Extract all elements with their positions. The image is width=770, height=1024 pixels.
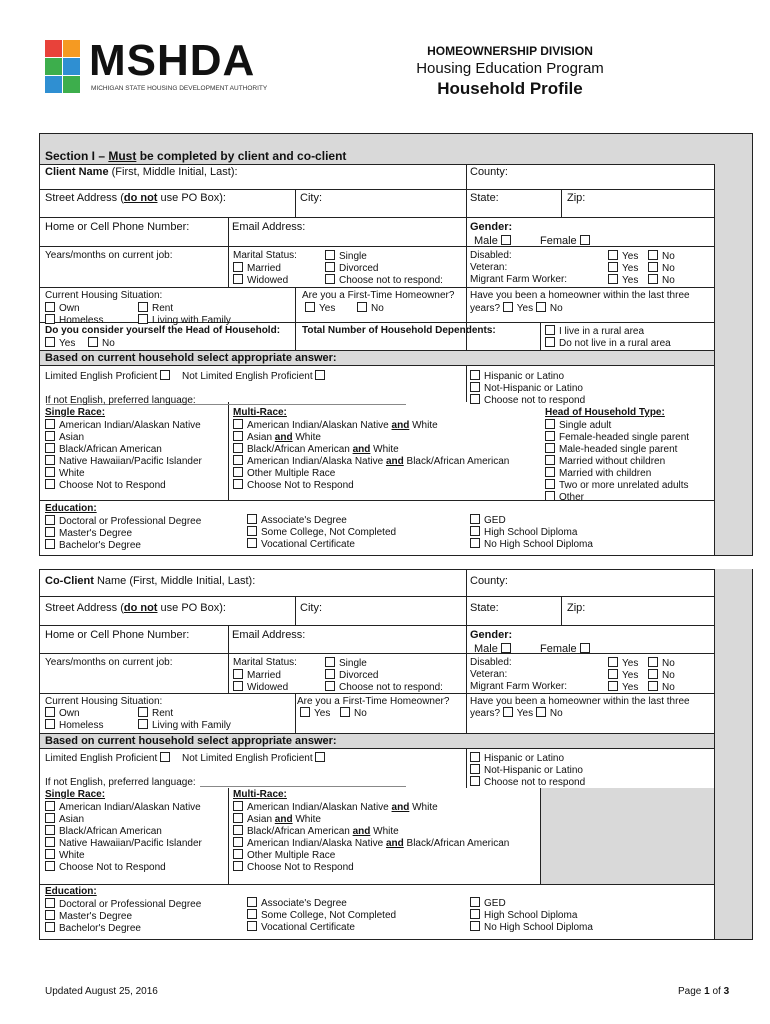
city-field[interactable]: City:	[300, 192, 322, 204]
mr-4[interactable]: Other Multiple Race	[233, 467, 335, 480]
page-title: Household Profile	[437, 79, 583, 98]
checkbox[interactable]	[45, 898, 55, 908]
street-address-field[interactable]: Street Address (do not use PO Box):	[45, 192, 226, 204]
checkbox[interactable]	[470, 382, 480, 392]
co-county-field[interactable]: County:	[470, 575, 508, 587]
edu-no-hs[interactable]: No High School Diploma	[470, 538, 593, 551]
co-disabled-yes[interactable]: Yes	[608, 657, 638, 670]
checkbox[interactable]	[138, 314, 148, 324]
checkbox[interactable]	[138, 719, 148, 729]
checkbox[interactable]	[45, 825, 55, 835]
checkbox[interactable]	[470, 394, 480, 404]
logo-tile-blue	[63, 58, 80, 75]
checkbox[interactable]	[45, 467, 55, 477]
updated-date: Updated August 25, 2016	[45, 986, 158, 997]
veteran-no[interactable]: No	[648, 262, 675, 275]
checkbox[interactable]	[470, 526, 480, 536]
checkbox[interactable]	[233, 801, 243, 811]
first-time-yes[interactable]: Yes	[305, 302, 335, 315]
client-name-field[interactable]: Client Name (First, Middle Initial, Last):	[45, 166, 238, 178]
head-no[interactable]: No	[88, 337, 115, 350]
checkbox[interactable]	[325, 669, 335, 679]
co-sr-1[interactable]: Asian	[45, 813, 84, 826]
hoh-type-label: Head of Household Type:	[545, 407, 665, 418]
co-sr-5[interactable]: Choose Not to Respond	[45, 861, 166, 874]
checkbox[interactable]	[45, 539, 55, 549]
co-email-field[interactable]: Email Address:	[232, 629, 306, 641]
checkbox[interactable]	[45, 707, 55, 717]
checkbox[interactable]	[300, 707, 310, 717]
checkbox[interactable]	[545, 491, 555, 501]
checkbox[interactable]	[45, 337, 55, 347]
checkbox[interactable]	[45, 719, 55, 729]
co-marital-status-label: Marital Status:	[233, 657, 297, 668]
co-lep-option[interactable]: Limited English Proficient	[45, 752, 174, 765]
co-veteran-label: Veteran:	[470, 669, 508, 680]
checkbox[interactable]	[45, 849, 55, 859]
edu-doctoral[interactable]: Doctoral or Professional Degree	[45, 515, 201, 528]
co-marital-choose-not[interactable]: Choose not to respond:	[325, 681, 443, 694]
checkbox[interactable]	[45, 314, 55, 324]
co-education-label: Education:	[45, 886, 97, 897]
checkbox[interactable]	[305, 302, 315, 312]
co-first-time-no[interactable]: No	[340, 707, 367, 720]
checkbox[interactable]	[470, 752, 480, 762]
checkbox[interactable]	[233, 443, 243, 453]
co-marital-divorced[interactable]: Divorced	[325, 669, 378, 682]
checkbox[interactable]	[233, 419, 243, 429]
co-multi-race-label: Multi-Race:	[233, 789, 287, 800]
homeowner-question-1: Have you been a homeowner within the last three	[470, 290, 690, 301]
checkbox[interactable]	[233, 837, 243, 847]
edu-hs-diploma[interactable]: High School Diploma	[470, 526, 577, 539]
not-lep-option[interactable]: Not Limited English Proficient	[182, 370, 329, 383]
co-gender-male[interactable]: Male	[474, 643, 515, 656]
co-gender-female[interactable]: Female	[540, 643, 594, 656]
checkbox[interactable]	[45, 515, 55, 525]
rural-yes[interactable]: I live in a rural area	[545, 325, 644, 338]
checkbox[interactable]	[501, 643, 511, 653]
checkbox[interactable]	[45, 922, 55, 932]
checkbox[interactable]	[247, 514, 257, 524]
co-edu-masters[interactable]: Master's Degree	[45, 910, 132, 923]
checkbox[interactable]	[247, 897, 257, 907]
checkbox[interactable]	[233, 479, 243, 489]
division-title: HOMEOWNERSHIP DIVISION	[427, 44, 593, 58]
gender-female[interactable]: Female	[540, 235, 594, 248]
co-disabled-no[interactable]: No	[648, 657, 675, 670]
checkbox[interactable]	[45, 443, 55, 453]
hoh-2[interactable]: Male-headed single parent	[545, 443, 677, 456]
checkbox[interactable]	[608, 250, 618, 260]
co-mr-4[interactable]: Other Multiple Race	[233, 849, 335, 862]
co-edu-vocational[interactable]: Vocational Certificate	[247, 921, 355, 934]
checkbox[interactable]	[536, 302, 546, 312]
logo-subtitle: MICHIGAN STATE HOUSING DEVELOPMENT AUTHORITY	[91, 85, 268, 92]
co-street-address-field[interactable]: Street Address (do not use PO Box):	[45, 602, 226, 614]
edu-some-college[interactable]: Some College, Not Completed	[247, 526, 396, 539]
co-edu-some-college[interactable]: Some College, Not Completed	[247, 909, 396, 922]
sr-0[interactable]: American Indian/Alaskan Native	[45, 419, 201, 432]
checkbox[interactable]	[45, 837, 55, 847]
county-field[interactable]: County:	[470, 166, 508, 178]
housing-living-family[interactable]: Living with Family	[138, 314, 231, 327]
co-mr-1[interactable]: Asian and White	[233, 813, 321, 826]
edu-vocational[interactable]: Vocational Certificate	[247, 538, 355, 551]
checkbox[interactable]	[357, 302, 367, 312]
hoh-6[interactable]: Other	[545, 491, 584, 504]
checkbox[interactable]	[503, 302, 513, 312]
co-edu-hs-diploma[interactable]: High School Diploma	[470, 909, 577, 922]
checkbox[interactable]	[247, 526, 257, 536]
checkbox[interactable]	[45, 910, 55, 920]
marital-status-label: Marital Status:	[233, 250, 297, 261]
checkbox[interactable]	[545, 431, 555, 441]
checkbox[interactable]	[545, 325, 555, 335]
housing-own[interactable]: Own	[45, 302, 80, 315]
email-field[interactable]: Email Address:	[232, 221, 306, 233]
checkbox[interactable]	[608, 657, 618, 667]
co-zip-field[interactable]: Zip:	[567, 602, 586, 614]
co-housing-rent[interactable]: Rent	[138, 707, 173, 720]
checkbox[interactable]	[340, 707, 350, 717]
co-sr-2[interactable]: Black/African American	[45, 825, 162, 838]
sr-4[interactable]: White	[45, 467, 85, 480]
hoh-0[interactable]: Single adult	[545, 419, 611, 432]
sr-3[interactable]: Native Hawaiian/Pacific Islander	[45, 455, 202, 468]
checkbox[interactable]	[45, 801, 55, 811]
hoh-3[interactable]: Married without children	[545, 455, 665, 468]
homeowner-question-2: years? Yes No	[470, 303, 563, 314]
state-field[interactable]: State:	[470, 192, 499, 204]
marital-choose-not[interactable]: Choose not to respond:	[325, 274, 443, 287]
co-years-on-job-field[interactable]: Years/months on current job:	[45, 657, 173, 668]
housing-rent[interactable]: Rent	[138, 302, 173, 315]
checkbox[interactable]	[233, 813, 243, 823]
co-edu-no-hs[interactable]: No High School Diploma	[470, 921, 593, 934]
co-homeowner-question-2: years? Yes No	[470, 708, 563, 719]
preferred-language-field[interactable]: If not English, preferred language:	[45, 395, 196, 406]
not-hispanic-option[interactable]: Not-Hispanic or Latino	[470, 382, 583, 395]
demo-heading: Based on current household select appropriate answer:	[45, 352, 337, 364]
co-marital-widowed[interactable]: Widowed	[233, 681, 288, 694]
checkbox[interactable]	[45, 302, 55, 312]
checkbox[interactable]	[138, 302, 148, 312]
page-number: Page 1 of 3	[678, 986, 730, 997]
checkbox[interactable]	[470, 897, 480, 907]
logo-tile-blue2	[45, 76, 62, 93]
checkbox[interactable]	[325, 657, 335, 667]
co-marital-single[interactable]: Single	[325, 657, 367, 670]
co-not-hispanic-option[interactable]: Not-Hispanic or Latino	[470, 764, 583, 777]
checkbox[interactable]	[608, 262, 618, 272]
checkbox[interactable]	[315, 370, 325, 380]
logo-tile-red	[45, 40, 62, 57]
checkbox[interactable]	[325, 250, 335, 260]
zip-field[interactable]: Zip:	[567, 192, 586, 204]
marital-divorced[interactable]: Divorced	[325, 262, 378, 275]
checkbox[interactable]	[545, 479, 555, 489]
co-edu-ged[interactable]: GED	[470, 897, 506, 910]
co-veteran-yes[interactable]: Yes	[608, 669, 638, 682]
multi-race-label: Multi-Race:	[233, 407, 287, 418]
gender-male[interactable]: Male	[474, 235, 515, 248]
co-mr-0[interactable]: American Indian/Alaskan Native and White	[233, 801, 438, 814]
disabled-label: Disabled:	[470, 250, 512, 261]
housing-homeless[interactable]: Homeless	[45, 314, 103, 327]
migrant-no[interactable]: No	[648, 274, 675, 287]
checkbox[interactable]	[233, 431, 243, 441]
checkbox[interactable]	[45, 419, 55, 429]
checkbox[interactable]	[45, 455, 55, 465]
logo	[43, 36, 293, 96]
checkbox[interactable]	[503, 707, 513, 717]
co-right-margin-band	[714, 569, 752, 939]
head-yes[interactable]: Yes	[45, 337, 75, 350]
checkbox[interactable]	[608, 681, 618, 691]
checkbox[interactable]	[138, 707, 148, 717]
phone-field[interactable]: Home or Cell Phone Number:	[45, 221, 190, 233]
head-of-household-q: Do you consider yourself the Head of Household:	[45, 325, 281, 336]
checkbox[interactable]	[233, 455, 243, 465]
co-migrant-yes[interactable]: Yes	[608, 681, 638, 694]
logo-name: MSHDA	[89, 36, 256, 85]
checkbox[interactable]	[45, 431, 55, 441]
disabled-no[interactable]: No	[648, 250, 675, 263]
marital-single[interactable]: Single	[325, 250, 367, 263]
migrant-label: Migrant Farm Worker:	[470, 274, 568, 285]
checkbox[interactable]	[325, 681, 335, 691]
checkbox[interactable]	[233, 262, 243, 272]
checkbox[interactable]	[470, 538, 480, 548]
education-label: Education:	[45, 503, 97, 514]
co-mr-5[interactable]: Choose Not to Respond	[233, 861, 354, 874]
co-demo-heading: Based on current household select appropriate answer:	[45, 735, 337, 747]
housing-label: Current Housing Situation:	[45, 290, 163, 301]
checkbox[interactable]	[247, 538, 257, 548]
dependents-field[interactable]: Total Number of Household Dependents:	[302, 325, 496, 336]
checkbox[interactable]	[45, 813, 55, 823]
checkbox[interactable]	[325, 274, 335, 284]
checkbox[interactable]	[45, 527, 55, 537]
checkbox[interactable]	[648, 657, 658, 667]
co-single-race-label: Single Race:	[45, 789, 106, 800]
checkbox[interactable]	[470, 764, 480, 774]
checkbox[interactable]	[233, 861, 243, 871]
co-ethnicity-choose-not[interactable]: Choose not to respond	[470, 776, 585, 789]
co-marital-married[interactable]: Married	[233, 669, 281, 682]
checkbox[interactable]	[470, 909, 480, 919]
co-not-lep-option[interactable]: Not Limited English Proficient	[182, 752, 329, 765]
mr-3[interactable]: American Indian/Alaska Native and Black/African American	[233, 455, 509, 468]
co-mr-3[interactable]: American Indian/Alaska Native and Black/African American	[233, 837, 509, 850]
checkbox[interactable]	[247, 909, 257, 919]
co-mr-2[interactable]: Black/African American and White	[233, 825, 399, 838]
logo-tile-orange	[63, 40, 80, 57]
co-client-name-field[interactable]: Co-Client Name (First, Middle Initial, Last):	[45, 575, 256, 587]
edu-ged[interactable]: GED	[470, 514, 506, 527]
hoh-5[interactable]: Two or more unrelated adults	[545, 479, 689, 492]
mr-5[interactable]: Choose Not to Respond	[233, 479, 354, 492]
co-sr-4[interactable]: White	[45, 849, 85, 862]
checkbox[interactable]	[315, 752, 325, 762]
rural-no[interactable]: Do not live in a rural area	[545, 337, 671, 350]
mr-1[interactable]: Asian and White	[233, 431, 321, 444]
co-migrant-label: Migrant Farm Worker:	[470, 681, 568, 692]
co-housing-living-family[interactable]: Living with Family	[138, 719, 231, 732]
sr-1[interactable]: Asian	[45, 431, 84, 444]
co-housing-own[interactable]: Own	[45, 707, 80, 720]
checkbox[interactable]	[325, 262, 335, 272]
checkbox[interactable]	[648, 250, 658, 260]
gender-label: Gender:	[470, 221, 513, 233]
checkbox[interactable]	[160, 370, 170, 380]
mr-2[interactable]: Black/African American and White	[233, 443, 399, 456]
checkbox[interactable]	[45, 479, 55, 489]
veteran-label: Veteran:	[470, 262, 508, 273]
checkbox[interactable]	[545, 467, 555, 477]
checkbox[interactable]	[545, 337, 555, 347]
checkbox[interactable]	[247, 921, 257, 931]
co-first-time-yes[interactable]: Yes	[300, 707, 330, 720]
checkbox[interactable]	[45, 861, 55, 871]
checkbox[interactable]	[608, 274, 618, 284]
hoh-4[interactable]: Married with children	[545, 467, 651, 480]
co-city-field[interactable]: City:	[300, 602, 322, 614]
checkbox[interactable]	[608, 669, 618, 679]
years-on-job-field[interactable]: Years/months on current job:	[45, 250, 173, 261]
single-race-label: Single Race:	[45, 407, 106, 418]
hispanic-option[interactable]: Hispanic or Latino	[470, 370, 564, 383]
co-homeowner-question-1: Have you been a homeowner within the last three	[470, 696, 690, 707]
checkbox[interactable]	[470, 514, 480, 524]
edu-associates[interactable]: Associate's Degree	[247, 514, 347, 527]
marital-widowed[interactable]: Widowed	[233, 274, 288, 287]
logo-tile-green	[45, 58, 62, 75]
checkbox[interactable]	[233, 467, 243, 477]
checkbox[interactable]	[470, 921, 480, 931]
first-time-label: Are you a First-Time Homeowner?	[302, 290, 455, 301]
sr-2[interactable]: Black/African American	[45, 443, 162, 456]
checkbox[interactable]	[648, 681, 658, 691]
checkbox[interactable]	[88, 337, 98, 347]
checkbox[interactable]	[648, 669, 658, 679]
checkbox[interactable]	[580, 643, 590, 653]
marital-married[interactable]: Married	[233, 262, 281, 275]
co-veteran-no[interactable]: No	[648, 669, 675, 682]
co-housing-homeless[interactable]: Homeless	[45, 719, 103, 732]
co-first-time-label: Are you a First-Time Homeowner?	[297, 696, 450, 707]
co-disabled-label: Disabled:	[470, 657, 512, 668]
hoh-1[interactable]: Female-headed single parent	[545, 431, 689, 444]
program-title: Housing Education Program	[416, 60, 604, 77]
co-edu-associates[interactable]: Associate's Degree	[247, 897, 347, 910]
checkbox[interactable]	[545, 455, 555, 465]
veteran-yes[interactable]: Yes	[608, 262, 638, 275]
checkbox[interactable]	[545, 419, 555, 429]
first-time-no[interactable]: No	[357, 302, 384, 315]
co-phone-field[interactable]: Home or Cell Phone Number:	[45, 629, 190, 641]
co-sr-3[interactable]: Native Hawaiian/Pacific Islander	[45, 837, 202, 850]
checkbox[interactable]	[501, 235, 511, 245]
co-edu-doctoral[interactable]: Doctoral or Professional Degree	[45, 898, 201, 911]
sr-5[interactable]: Choose Not to Respond	[45, 479, 166, 492]
checkbox[interactable]	[233, 681, 243, 691]
edu-masters[interactable]: Master's Degree	[45, 527, 132, 540]
co-hispanic-option[interactable]: Hispanic or Latino	[470, 752, 564, 765]
migrant-yes[interactable]: Yes	[608, 274, 638, 287]
checkbox[interactable]	[470, 370, 480, 380]
checkbox[interactable]	[233, 669, 243, 679]
checkbox[interactable]	[648, 274, 658, 284]
ethnicity-choose-not[interactable]: Choose not to respond	[470, 394, 585, 407]
checkbox[interactable]	[233, 849, 243, 859]
checkbox[interactable]	[470, 776, 480, 786]
co-gender-label: Gender:	[470, 629, 513, 641]
logo-tile-green2	[63, 76, 80, 93]
co-edu-bachelors[interactable]: Bachelor's Degree	[45, 922, 141, 935]
co-state-field[interactable]: State:	[470, 602, 499, 614]
checkbox[interactable]	[545, 443, 555, 453]
checkbox[interactable]	[233, 274, 243, 284]
edu-bachelors[interactable]: Bachelor's Degree	[45, 539, 141, 552]
mr-0[interactable]: American Indian/Alaskan Native and White	[233, 419, 438, 432]
disabled-yes[interactable]: Yes	[608, 250, 638, 263]
co-preferred-language-field[interactable]: If not English, preferred language:	[45, 777, 196, 788]
section-title: Section I – Must be completed by client and co-client	[45, 149, 347, 163]
checkbox[interactable]	[536, 707, 546, 717]
checkbox[interactable]	[233, 825, 243, 835]
checkbox[interactable]	[580, 235, 590, 245]
co-housing-label: Current Housing Situation:	[45, 696, 163, 707]
co-sr-0[interactable]: American Indian/Alaskan Native	[45, 801, 201, 814]
checkbox[interactable]	[160, 752, 170, 762]
co-migrant-no[interactable]: No	[648, 681, 675, 694]
checkbox[interactable]	[648, 262, 658, 272]
lep-option[interactable]: Limited English Proficient	[45, 370, 174, 383]
